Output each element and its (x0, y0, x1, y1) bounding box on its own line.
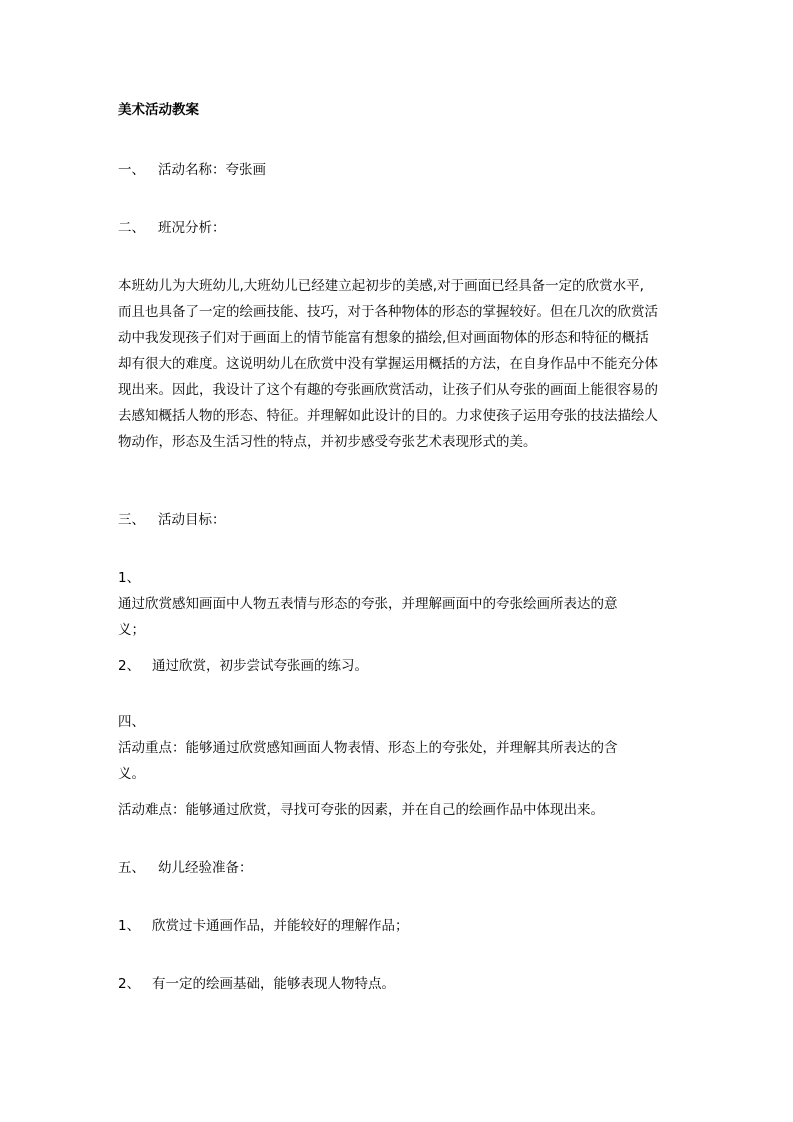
section-1-heading (118, 157, 266, 183)
item-number: 2、 (118, 976, 141, 992)
paragraph-line: 本班幼儿为大班幼儿,大班幼儿已经建立起初步的美感,对于画面已经具备一定的欣赏水平, (118, 278, 644, 294)
paragraph-line: 动中我发现孩子们对于画面上的情节能富有想象的描绘,但对画面物体的形态和特征的概括 (118, 330, 649, 346)
paragraph-line: 现出来。因此，我设计了这个有趣的夸张画欣赏活动，让孩子们从夸张的画面上能很容易的 (118, 382, 658, 398)
section-text: 活动重点：能够通过欣赏感知画面人物表情、形态上的夸张处，并理解其所表达的含 (118, 740, 618, 756)
section-text: 幼儿经验准备： (158, 860, 253, 876)
section-number: 一、 (118, 162, 145, 178)
section-4-key-point (118, 709, 678, 787)
paragraph-line: 义； (118, 622, 145, 638)
class-analysis-paragraph (118, 273, 678, 455)
item-number: 1、 (118, 570, 141, 586)
section-number: 四、 (118, 714, 145, 730)
experience-item-2 (118, 971, 395, 997)
item-text: 通过欣赏感知画面中人物五表情与形态的夸张，并理解画面中的夸张绘画所表达的意 (118, 596, 618, 612)
paragraph-line: 却有很大的难度。这说明幼儿在欣赏中没有掌握运用概括的方法，在自身作品中不能充分体 (118, 356, 658, 372)
paragraph-line: 去感知概括人物的形态、特征。并理解如此设计的目的。力求使孩子运用夸张的技法描绘人 (118, 408, 658, 424)
section-text: 班况分析： (158, 220, 226, 236)
document-title: 美术活动教案 (118, 102, 199, 118)
difficulty-line: 活动难点：能够通过欣赏，寻找可夸张的因素，并在自己的绘画作品中体现出来。 (118, 802, 604, 818)
section-number: 二、 (118, 220, 145, 236)
paragraph-line (118, 565, 678, 617)
paragraph-line: 而且也具备了一定的绘画技能、技巧，对于各种物体的形态的掌握较好。但在几次的欣赏活 (118, 304, 658, 320)
paragraph-line: 义。 (118, 766, 145, 782)
section-number: 三、 (118, 512, 145, 528)
section-number: 五、 (118, 860, 145, 876)
goal-item-2 (118, 653, 368, 679)
item-text: 欣赏过卡通画作品，并能较好的理解作品； (152, 918, 409, 934)
section-3-heading (118, 507, 226, 533)
goal-item-1 (118, 565, 678, 643)
experience-item-1 (118, 913, 409, 939)
section-text: 活动目标： (158, 512, 226, 528)
paragraph-line (118, 709, 678, 761)
item-text: 有一定的绘画基础，能够表现人物特点。 (152, 976, 395, 992)
section-5-heading (118, 855, 253, 881)
item-text: 通过欣赏，初步尝试夸张画的练习。 (152, 658, 368, 674)
item-number: 1、 (118, 918, 141, 934)
section-2-heading (118, 215, 226, 241)
paragraph-line: 物动作，形态及生活习性的特点，并初步感受夸张艺术表现形式的美。 (118, 434, 537, 450)
section-text: 活动名称：夸张画 (158, 162, 266, 178)
item-number: 2、 (118, 658, 141, 674)
